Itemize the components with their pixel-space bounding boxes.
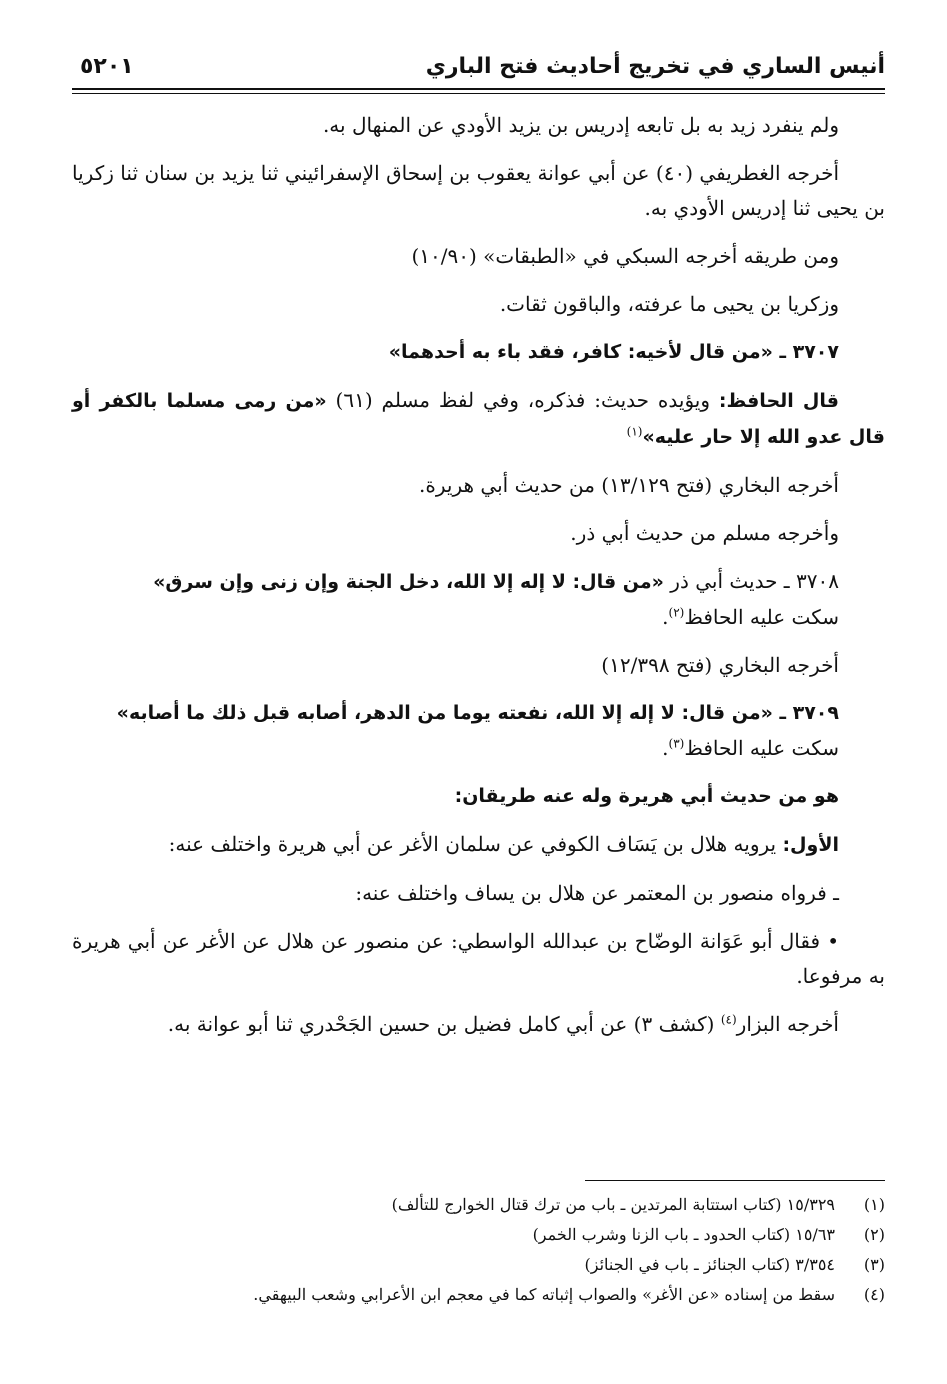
paragraph <box>72 876 885 911</box>
footnote-text: سقط من إسناده «عن الأغر» والصواب إثباته كما في معجم ابن الأعرابي وشعب البيهقي. <box>253 1285 835 1304</box>
paragraph-text: سكت عليه الحافظ <box>684 605 839 629</box>
punctuation: . <box>662 736 669 760</box>
paragraph <box>72 731 885 766</box>
page-number: ٥٢٠١ <box>80 54 134 79</box>
paragraph-text: أخرجه البخاري (فتح ١٣/١٢٩) من حديث أبي هريرة. <box>419 473 839 497</box>
footnote-number: (٤) <box>863 1285 885 1304</box>
footnote <box>72 1220 885 1250</box>
footnote-text: ٣/٣٥٤ (كتاب الجنائز ـ باب في الجنائز) <box>584 1255 835 1274</box>
main-text <box>72 108 885 1055</box>
hadith-heading-text: ٣٧٠٨ ـ حديث أبي ذر <box>663 569 839 593</box>
paragraph-text: يرويه هلال بن يَسَاف الكوفي عن سلمان الأغر عن أبي هريرة واختلف عنه: <box>168 832 783 856</box>
book-title: أنيس الساري في تخريج أحاديث فتح الباري <box>425 54 885 79</box>
paragraph <box>72 239 885 274</box>
footnote-ref: (٣) <box>668 736 685 751</box>
footnote-rule <box>585 1180 885 1181</box>
footnote <box>72 1190 885 1220</box>
paragraph-text: ـ فرواه منصور بن المعتمر عن هلال بن يساف واختلف عنه: <box>355 881 839 905</box>
footnote-number: (٣) <box>863 1255 885 1274</box>
footnote-ref: (١) <box>626 424 643 439</box>
footnotes <box>72 1190 885 1310</box>
hadith-heading-3707 <box>72 335 885 370</box>
paragraph <box>72 287 885 322</box>
running-head <box>72 52 885 92</box>
paragraph-text: أخرجه الغطريفي (٤٠) عن أبي عوانة يعقوب بن إسحاق الإسفرائيني ثنا يزيد بن سنان ثنا زكريا بن يحيى ثنا إدريس الأودي به. <box>72 161 885 220</box>
header-rule <box>72 88 885 90</box>
paragraph <box>72 827 885 863</box>
paragraph <box>72 108 885 143</box>
hadith-heading-3708 <box>72 564 885 600</box>
footnote-ref: (٢) <box>668 605 685 620</box>
paragraph-text: ويؤيده حديث: فذكره، وفي لفظ مسلم (٦١) <box>326 388 719 412</box>
paragraph <box>72 600 885 635</box>
section-heading <box>72 779 885 814</box>
footnote <box>72 1280 885 1310</box>
hadith-heading-text: ٣٧٠٩ ـ «من قال: لا إله إلا الله، نفعته يوما من الدهر، أصابه قبل ذلك ما أصابه» <box>116 702 839 724</box>
paragraph <box>72 648 885 683</box>
paragraph-text: ومن طريقه أخرجه السبكي في «الطبقات» (١٠/٩٠) <box>411 244 839 268</box>
hadith-heading-text: ٣٧٠٧ ـ «من قال لأخيه: كافر، فقد باء به أحدهما» <box>388 341 839 363</box>
paragraph-text: وأخرجه مسلم من حديث أبي ذر. <box>570 521 839 545</box>
paragraph <box>72 383 885 455</box>
paragraph <box>72 468 885 503</box>
paragraph-text: سكت عليه الحافظ <box>684 736 839 760</box>
paragraph-text: ولم ينفرد زيد به بل تابعه إدريس بن يزيد الأودي عن المنهال به. <box>322 113 839 137</box>
footnote-text: ١٥/٦٣ (كتاب الحدود ـ باب الزنا وشرب الخمر) <box>532 1225 835 1244</box>
lead-label: قال الحافظ: <box>718 390 839 412</box>
punctuation: . <box>662 605 669 629</box>
quoted-hadith: «من رمى مسلما بالكفر أو قال عدو الله إلا حار عليه» <box>72 390 885 448</box>
quoted-hadith: «من قال: لا إله إلا الله، دخل الجنة وإن زنى وإن سرق» <box>153 571 664 593</box>
paragraph-text: أخرجه البزار <box>736 1012 839 1036</box>
footnote-number: (١) <box>863 1195 885 1214</box>
book-page <box>72 0 885 1384</box>
footnote-text: ١٥/٣٢٩ (كتاب استتابة المرتدين ـ باب من ترك قتال الخوارج للتألف) <box>391 1195 835 1214</box>
paragraph-text: وزكريا بن يحيى ما عرفته، والباقون ثقات. <box>499 292 839 316</box>
paragraph <box>72 156 885 226</box>
section-heading-text: هو من حديث أبي هريرة وله عنه طريقان: <box>454 785 839 807</box>
footnote-ref: (٤) <box>720 1012 737 1027</box>
paragraph-text: (كشف ٣) عن أبي كامل فضيل بن حسين الجَحْدري ثنا أبو عوانة به. <box>167 1012 721 1036</box>
paragraph <box>72 516 885 551</box>
paragraph <box>72 924 885 994</box>
hadith-heading-3709 <box>72 696 885 731</box>
lead-label: الأول: <box>782 834 839 856</box>
footnote <box>72 1250 885 1280</box>
header-rule-thin <box>72 93 885 94</box>
paragraph-text: • فقال أبو عَوَانة الوضّاح بن عبدالله الواسطي: عن منصور عن هلال عن الأغر عن أبي هريرة به مرفوعا. <box>72 929 885 988</box>
paragraph-text: أخرجه البخاري (فتح ١٢/٣٩٨) <box>601 653 839 677</box>
paragraph <box>72 1007 885 1042</box>
footnote-number: (٢) <box>863 1225 885 1244</box>
